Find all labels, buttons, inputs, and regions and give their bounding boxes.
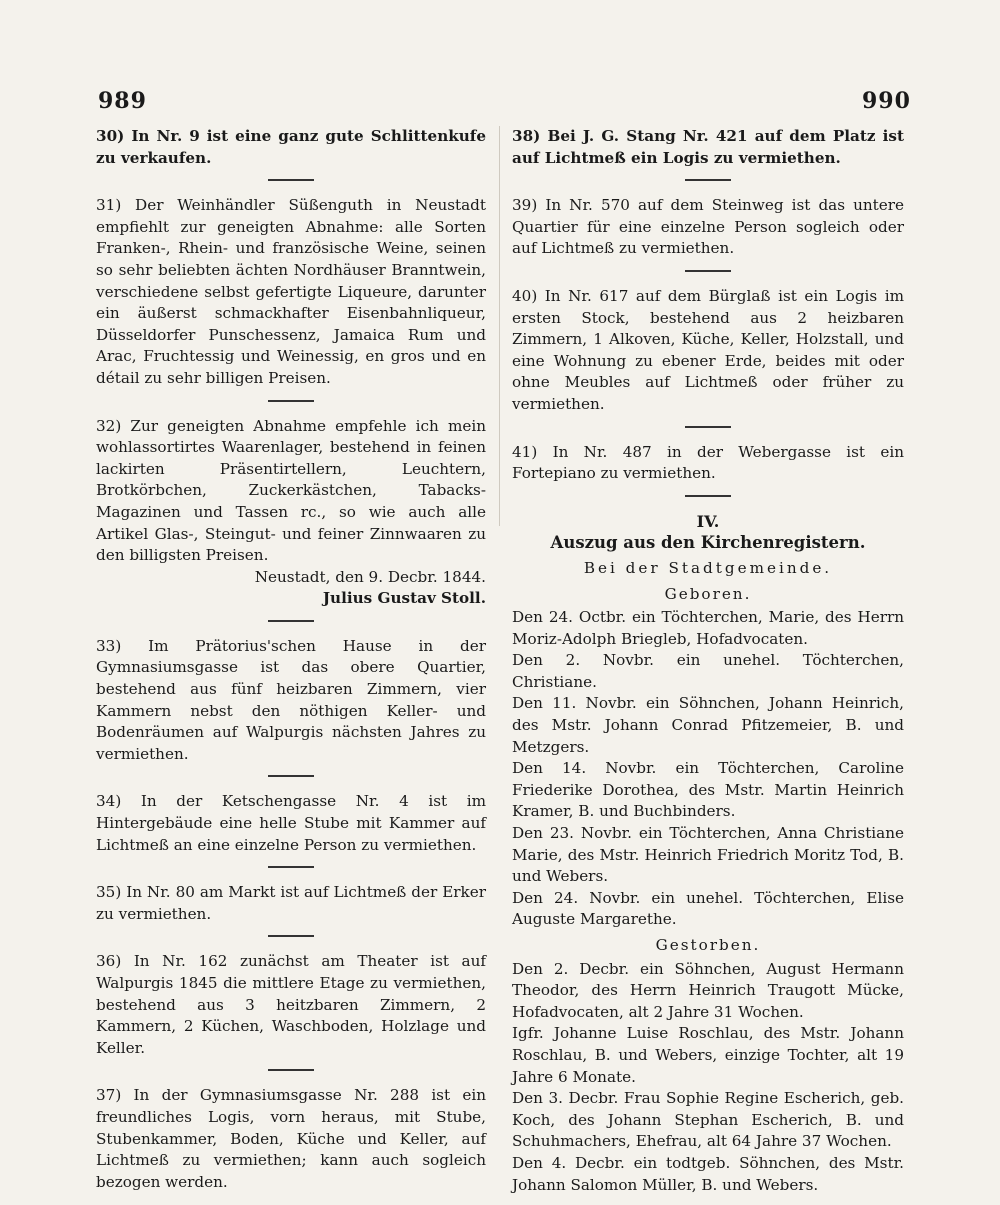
separator (268, 866, 314, 868)
notice-34 (96, 791, 486, 868)
notice-text: 36) In Nr. 162 zunächst am Theater ist auf Walpurgis 1845 die mittlere Etage zu vermiethen, bestehend aus 3 heitzbaren Zimmern, 2 Kammern, 2 Küchen, Waschboden, Holzlage und Keller. (96, 952, 486, 1057)
page-number-left: 989 (98, 88, 147, 114)
register-entry: Igfr. Johanne Luise Roschlau, des Mstr. Johann Roschlau, B. und Webers, einzige Tochter, alt 19 Jahre 6 Monate. (512, 1024, 904, 1086)
notice-text: 35) In Nr. 80 am Markt ist auf Lichtmeß der Erker zu vermiethen. (96, 883, 486, 923)
notice-33 (96, 636, 486, 778)
notice-text: 41) In Nr. 487 in der Webergasse ist ein Fortepiano zu vermiethen. (512, 442, 904, 483)
notice-place-date: Neustadt, den 9. Decbr. 1844. (254, 567, 486, 586)
register-entry: Den 23. Novbr. ein Töchterchen, Anna Christiane Marie, des Mstr. Heinrich Friedrich Moritz Tod, B. und Webers. (512, 824, 904, 886)
left-column (96, 126, 486, 1205)
notice-text: 34) In der Ketschengasse Nr. 4 ist im Hintergebäude eine helle Stube mit Kammer auf Lichtmeß an eine einzelne Person zu vermiethen. (96, 792, 486, 854)
separator (268, 400, 314, 402)
separator (268, 179, 314, 181)
notice-40 (512, 286, 904, 428)
register-entry: Den 2. Decbr. ein Söhnchen, August Hermann Theodor, des Herrn Heinrich Traugott Mücke, Hofadvocaten, alt 2 Jahre 31 Wochen. (512, 959, 904, 1021)
church-register-section (512, 511, 904, 1196)
right-column (512, 126, 904, 1196)
separator (268, 775, 314, 777)
separator (268, 1069, 314, 1071)
notice-30 (96, 126, 486, 181)
separator (268, 620, 314, 622)
register-entry: Den 3. Decbr. Frau Sophie Regine Escherich, geb. Koch, des Johann Stephan Escherich, B. und Schuhmachers, Ehefrau, alt 64 Jahre 37 Wochen. (512, 1089, 904, 1151)
separator (685, 270, 731, 272)
register-entry: Den 4. Decbr. ein todtgeb. Söhnchen, des Mstr. Johann Salomon Müller, B. und Webers. (512, 1153, 904, 1194)
notice-text: 40) In Nr. 617 auf dem Bürglaß ist ein Logis im ersten Stock, bestehend aus 2 heizbaren Zimmern, 1 Alkoven, Küche, Keller, Holzstall, und eine Wohnung zu ebener Erde, beides mit oder ohne Meubles auf Lichtmeß oder früher zu vermiethen. (512, 286, 904, 413)
notice-37 (96, 1085, 486, 1193)
section-numeral: IV. (696, 511, 720, 531)
section-title: Auszug aus den Kirchenregistern. (550, 533, 866, 553)
notice-39 (512, 195, 904, 272)
notice-text: 32) Zur geneigten Abnahme empfehle ich mein wohlassortirtes Waarenlager, bestehend in feinen lackirten Präsentirtellern, Leuchtern, Brotkörbchen, Zuckerkästchen, Tabacks-Magazinen und Tassen rc., so wie auch alle Artikel Glas-, Steingut- und feiner Zinnwaaren zu den billigsten Preisen. (96, 416, 486, 565)
notice-text: 37) In der Gymnasiumsgasse Nr. 288 ist ein freundliches Logis, vorn heraus, mit Stube, Stubenkammer, Boden, Küche und Keller, auf Lichtmeß zu vermiethen; kann auch sogleich bezogen werden. (96, 1086, 486, 1191)
notice-text: 33) Im Prätorius'schen Hause in der Gymnasiumsgasse ist das obere Quartier, bestehend aus fünf heizbaren Zimmern, vier Kammern nebst den nöthigen Keller- und Bodenräumen auf Walpurgis nächsten Jahres zu vermiethen. (96, 636, 486, 763)
notice-36 (96, 951, 486, 1071)
notice-31 (96, 195, 486, 401)
notice-signature: Julius Gustav Stoll. (322, 589, 486, 608)
separator (685, 426, 731, 428)
page-number-right: 990 (862, 88, 911, 114)
notice-32 (96, 416, 486, 622)
died-heading: Gestorben. (655, 936, 761, 954)
separator (685, 179, 731, 181)
separator (685, 495, 731, 497)
born-heading: Geboren. (664, 584, 752, 603)
separator (268, 935, 314, 937)
notice-35 (96, 882, 486, 937)
register-entry: Den 11. Novbr. ein Söhnchen, Johann Heinrich, des Mstr. Johann Conrad Pfitzemeier, B. und Metzgers. (512, 694, 904, 756)
section-subtitle: Bei der Stadtgemeinde. (583, 558, 833, 577)
notice-text: 39) In Nr. 570 auf dem Steinweg ist das untere Quartier für eine einzelne Person sogleich oder auf Lichtmeß zu vermiethen. (512, 196, 904, 258)
register-entry: Den 24. Novbr. ein unehel. Töchterchen, Elise Auguste Margarethe. (512, 888, 904, 929)
notice-text: 38) Bei J. G. Stang Nr. 421 auf dem Platz ist auf Lichtmeß ein Logis zu vermiethen. (512, 127, 904, 167)
notice-text: 31) Der Weinhändler Süßenguth in Neustadt empfiehlt zur geneigten Abnahme: alle Sorten Franken-, Rhein- und französische Weine, seinen so sehr beliebten ächten Nordhäuser Branntwein, verschiedene selbst gefertigte Liqueure, darunter ein äußerst schmackhafter Eisenbahnliqueur, Düsseldorfer Punschessenz, Jamaica Rum und Arac, Fruchtessig und Weinessig, en gros und en détail zu sehr billigen Preisen. (96, 196, 486, 387)
notice-41 (512, 442, 904, 497)
register-entry: Den 14. Novbr. ein Töchterchen, Caroline Friederike Dorothea, des Mstr. Martin Heinrich Kramer, B. und Buchbinders. (512, 759, 904, 821)
notice-text: 30) In Nr. 9 ist eine ganz gute Schlittenkufe zu verkaufen. (96, 127, 486, 167)
register-entry: Den 24. Octbr. ein Töchterchen, Marie, des Herrn Moriz-Adolph Briegleb, Hofadvocaten. (512, 608, 904, 648)
register-entry: Den 2. Novbr. ein unehel. Töchterchen, Christiane. (512, 651, 904, 691)
notice-38 (512, 126, 904, 181)
